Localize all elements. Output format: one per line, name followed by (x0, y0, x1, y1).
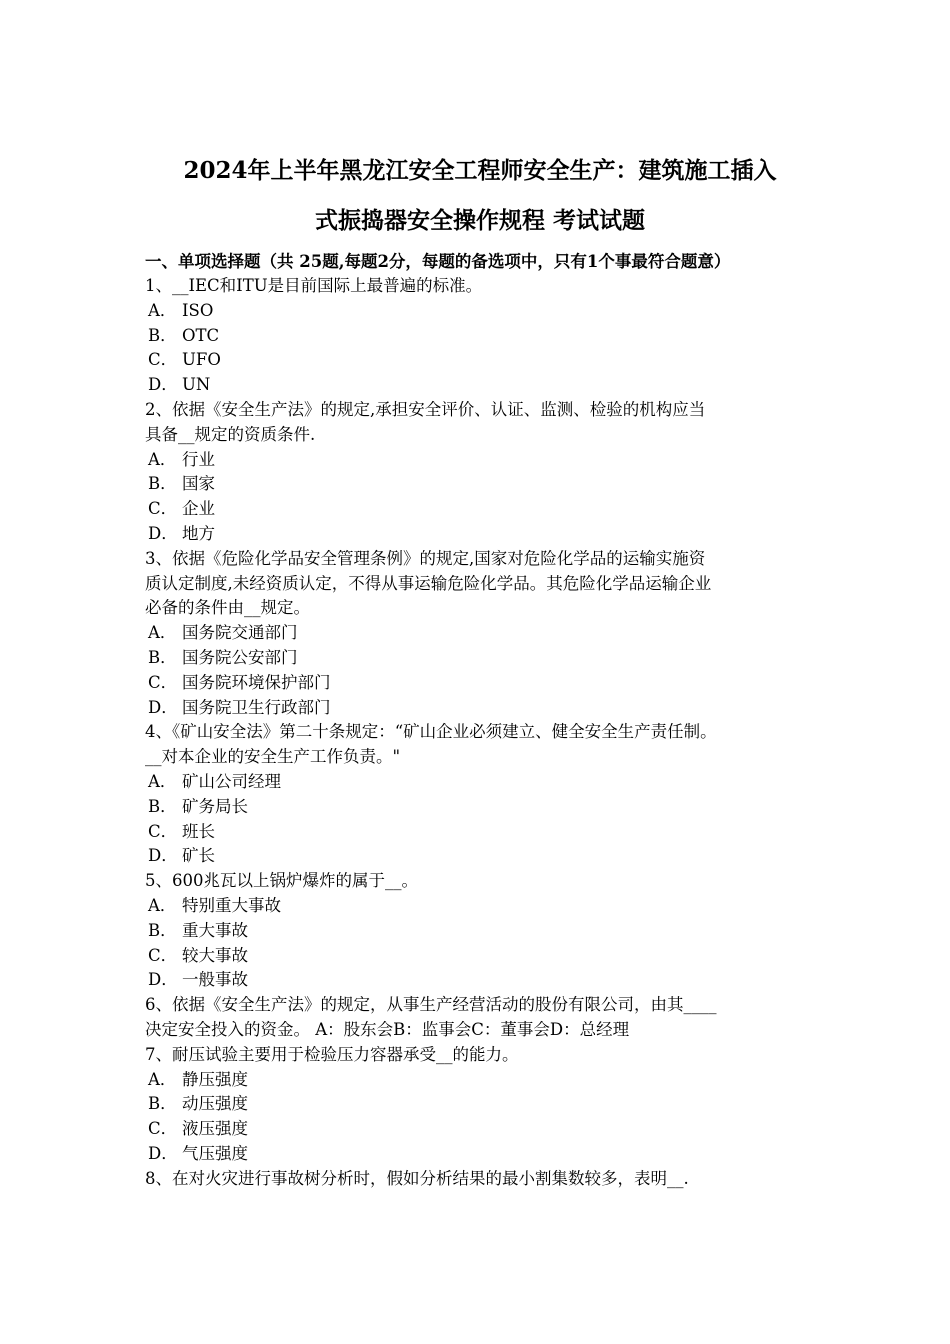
answer-option (145, 1142, 815, 1167)
question-text-line: 7、耐压试验主要用于检验压力容器承受__的能力。 (145, 1044, 519, 1064)
option-text: 班长 (182, 821, 215, 841)
section-header: 一、单项选择题（共 25题,每题2分，每题的备选项中，只有1个事最符合题意） (145, 252, 731, 271)
question-block (145, 1167, 815, 1192)
option-letter: C． (148, 672, 178, 692)
option-text: 国务院交通部门 (182, 623, 298, 643)
question-text-line: 6、依据《安全生产法》的规定，从事生产经营活动的股份有限公司，由其____ (145, 995, 717, 1015)
option-text: 国务院公安部门 (182, 647, 298, 667)
answer-option (145, 621, 815, 646)
option-letter: B． (148, 325, 177, 345)
option-text: 国家 (182, 474, 215, 494)
question-text-line: 1、__IEC和ITU是目前国际上最普遍的标准。 (145, 276, 483, 295)
option-text: 一般事故 (182, 970, 248, 990)
answer-option (145, 448, 815, 473)
option-letter: D． (148, 1143, 178, 1163)
option-text: 重大事故 (182, 920, 248, 940)
question-block (145, 720, 815, 869)
option-letter: A． (148, 623, 177, 643)
question-text-line: 5、600兆瓦以上锅炉爆炸的属于__。 (145, 871, 418, 891)
question-block (145, 274, 815, 398)
option-text: 地方 (182, 523, 215, 543)
option-text: 矿山公司经理 (182, 771, 281, 791)
answer-option (145, 770, 815, 795)
answer-option (145, 373, 815, 398)
answer-option (145, 894, 815, 919)
option-letter: B． (148, 647, 177, 667)
option-letter: A． (148, 1069, 177, 1089)
answer-option (145, 522, 815, 547)
answer-option (145, 497, 815, 522)
option-letter: B． (148, 474, 177, 494)
option-text: 气压强度 (182, 1143, 248, 1163)
document-content (145, 146, 815, 1191)
question-text-line: 2、依据《安全生产法》的规定,承担安全评价、认证、监测、检验的机构应当 (145, 399, 706, 419)
question-text-line: 具备__规定的资质条件. (145, 424, 316, 444)
answer-option (145, 1092, 815, 1117)
option-letter: C． (148, 821, 178, 841)
answer-option (145, 324, 815, 349)
option-letter: C． (148, 1119, 178, 1139)
option-letter: B． (148, 1094, 177, 1114)
question-text-line: 4、《矿山安全法》第二十条规定：“矿山企业必须建立、健全安全生产责任制。 (145, 722, 717, 742)
option-letter: C． (148, 499, 178, 519)
option-text: 特别重大事故 (182, 895, 281, 915)
option-letter: D． (148, 697, 178, 717)
option-letter: D． (148, 970, 178, 990)
option-text: UFO (182, 350, 221, 370)
question-block (145, 398, 815, 547)
option-letter: D． (148, 846, 178, 866)
option-letter: C． (148, 945, 178, 965)
question-block (145, 1043, 815, 1167)
option-text: 矿务局长 (182, 796, 248, 816)
option-letter: B． (148, 796, 177, 816)
answer-option (145, 919, 815, 944)
answer-option (145, 1117, 815, 1142)
option-text: OTC (182, 325, 220, 345)
question-text-line: 3、依据《危险化学品安全管理条例》的规定,国家对危险化学品的运输实施资 (145, 548, 706, 568)
question-block (145, 547, 815, 721)
option-text: 行业 (182, 449, 215, 469)
option-text: 较大事故 (182, 945, 248, 965)
question-block (145, 869, 815, 993)
option-letter: A． (148, 300, 177, 320)
option-text: 矿长 (182, 846, 215, 866)
option-letter: D． (148, 375, 178, 395)
question-text-line: 质认定制度,未经资质认定，不得从事运输危险化学品。其危险化学品运输企业 (145, 573, 712, 593)
question-text-line: 8、在对火灾进行事故树分析时，假如分析结果的最小割集数较多，表明__. (145, 1168, 689, 1188)
option-text: 国务院卫生行政部门 (182, 697, 331, 717)
option-letter: C． (148, 350, 178, 370)
option-letter: B． (148, 920, 177, 940)
question-list (145, 274, 815, 1191)
question-text-line: 必备的条件由__规定。 (145, 598, 310, 618)
document-title-line-1: 2024年上半年黑龙江安全工程师安全生产：建筑施工插入 (183, 157, 777, 184)
answer-option (145, 299, 815, 324)
answer-option (145, 844, 815, 869)
answer-option (145, 1068, 815, 1093)
question-text-line: __对本企业的安全生产工作负责。" (145, 747, 401, 767)
answer-option (145, 671, 815, 696)
answer-option (145, 820, 815, 845)
option-text: UN (182, 375, 211, 395)
option-letter: A． (148, 895, 177, 915)
answer-option (145, 472, 815, 497)
option-letter: D． (148, 523, 178, 543)
question-text-line: 决定安全投入的资金。 A：股东会B：监事会C：董事会D：总经理 (145, 1019, 630, 1039)
option-text: 液压强度 (182, 1119, 248, 1139)
option-letter: A． (148, 771, 177, 791)
answer-option (145, 646, 815, 671)
answer-option (145, 944, 815, 969)
question-block (145, 993, 815, 1043)
option-text: ISO (182, 300, 214, 320)
document-title-line-2: 式振捣器安全操作规程 考试试题 (314, 207, 645, 234)
option-text: 静压强度 (182, 1069, 248, 1089)
option-text: 国务院环境保护部门 (182, 672, 331, 692)
option-letter: A． (148, 449, 177, 469)
answer-option (145, 696, 815, 721)
option-text: 企业 (182, 499, 215, 519)
answer-option (145, 968, 815, 993)
option-text: 动压强度 (182, 1094, 248, 1114)
answer-option (145, 348, 815, 373)
answer-option (145, 795, 815, 820)
